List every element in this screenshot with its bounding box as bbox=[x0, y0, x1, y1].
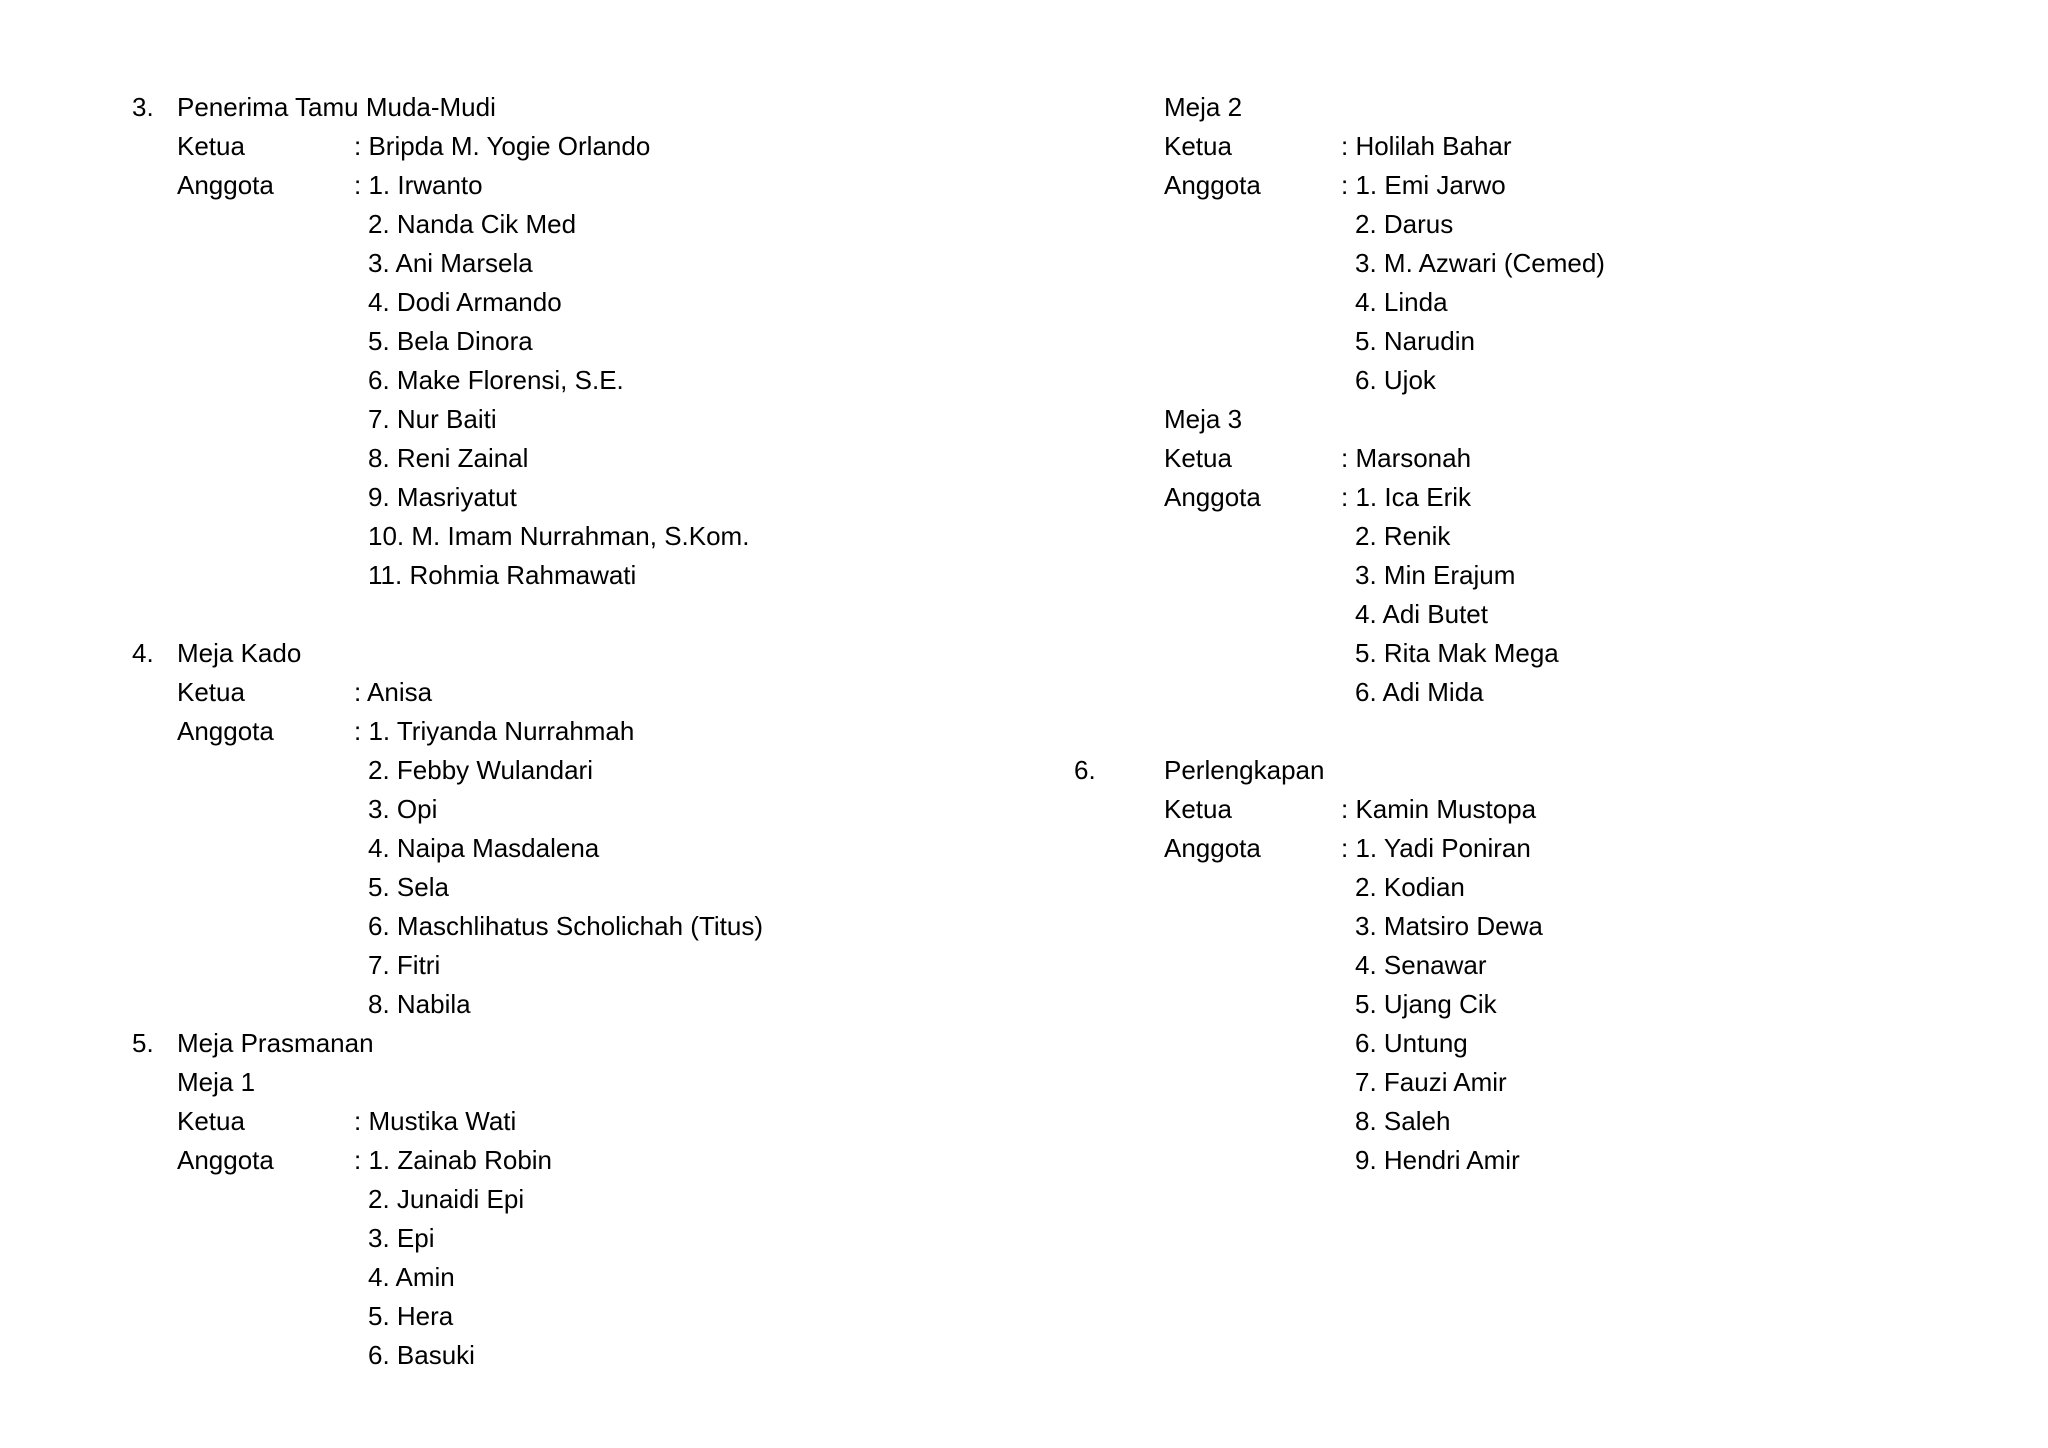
member-name: 7. Nur Baiti bbox=[368, 404, 497, 434]
anggota-row bbox=[132, 712, 1032, 751]
anggota-first-member: : 1. Irwanto bbox=[354, 170, 483, 200]
member-item bbox=[1119, 634, 2019, 673]
section-number: 5. bbox=[132, 1028, 154, 1058]
ketua-label: Ketua bbox=[177, 1106, 245, 1136]
ketua-row bbox=[1119, 439, 2019, 478]
anggota-label: Anggota bbox=[177, 1145, 274, 1175]
anggota-first-member: : 1. Yadi Poniran bbox=[1341, 833, 1531, 863]
member-name: 2. Renik bbox=[1355, 521, 1451, 551]
anggota-label: Anggota bbox=[1164, 482, 1261, 512]
member-item bbox=[132, 322, 1032, 361]
spacer bbox=[1119, 712, 2019, 751]
meja-title: Meja 3 bbox=[1164, 404, 1243, 434]
member-item bbox=[132, 1336, 1032, 1375]
member-name: 6. Maschlihatus Scholichah (Titus) bbox=[368, 911, 763, 941]
member-item bbox=[1119, 907, 2019, 946]
section-title: Penerima Tamu Muda-Mudi bbox=[177, 92, 496, 122]
member-item bbox=[132, 556, 1032, 595]
member-name: 8. Saleh bbox=[1355, 1106, 1451, 1136]
section-number: 6. bbox=[1074, 755, 1096, 785]
member-item bbox=[1119, 556, 2019, 595]
member-item bbox=[132, 946, 1032, 985]
meja-1-heading bbox=[132, 1063, 1032, 1102]
ketua-row bbox=[132, 1102, 1032, 1141]
member-item bbox=[132, 283, 1032, 322]
section-5-heading bbox=[132, 1024, 1032, 1063]
ketua-label: Ketua bbox=[177, 131, 245, 161]
member-name: 5. Rita Mak Mega bbox=[1355, 638, 1559, 668]
member-name: 10. M. Imam Nurrahman, S.Kom. bbox=[368, 521, 750, 551]
member-name: 2. Kodian bbox=[1355, 872, 1465, 902]
ketua-label: Ketua bbox=[177, 677, 245, 707]
member-name: 4. Amin bbox=[368, 1262, 455, 1292]
section-4-heading bbox=[132, 634, 1032, 673]
member-name: 9. Masriyatut bbox=[368, 482, 517, 512]
ketua-label: Ketua bbox=[1164, 131, 1232, 161]
section-3-heading bbox=[132, 88, 1032, 127]
member-item bbox=[1119, 985, 2019, 1024]
member-item bbox=[132, 1219, 1032, 1258]
ketua-value: : Mustika Wati bbox=[354, 1106, 517, 1136]
section-6-heading bbox=[1074, 751, 2019, 790]
member-name: 5. Hera bbox=[368, 1301, 454, 1331]
member-name: 2. Darus bbox=[1355, 209, 1454, 239]
member-item bbox=[132, 439, 1032, 478]
member-name: 7. Fauzi Amir bbox=[1355, 1067, 1507, 1097]
member-item bbox=[132, 400, 1032, 439]
member-item bbox=[1119, 1141, 2019, 1180]
ketua-value: : Holilah Bahar bbox=[1341, 131, 1512, 161]
member-item bbox=[1119, 595, 2019, 634]
member-name: 4. Adi Butet bbox=[1355, 599, 1488, 629]
member-item bbox=[1119, 244, 2019, 283]
member-item bbox=[1119, 673, 2019, 712]
member-item bbox=[132, 244, 1032, 283]
member-name: 4. Senawar bbox=[1355, 950, 1487, 980]
ketua-row bbox=[1119, 127, 2019, 166]
member-name: 9. Hendri Amir bbox=[1355, 1145, 1520, 1175]
meja-3-heading bbox=[1119, 400, 2019, 439]
section-title: Perlengkapan bbox=[1164, 755, 1325, 785]
member-item bbox=[132, 1258, 1032, 1297]
ketua-row bbox=[132, 127, 1032, 166]
member-name: 6. Basuki bbox=[368, 1340, 475, 1370]
member-item bbox=[132, 907, 1032, 946]
member-item bbox=[132, 751, 1032, 790]
anggota-first-member: : 1. Emi Jarwo bbox=[1341, 170, 1506, 200]
member-item bbox=[1119, 1102, 2019, 1141]
ketua-value: : Kamin Mustopa bbox=[1341, 794, 1537, 824]
ketua-row bbox=[132, 673, 1032, 712]
section-number: 3. bbox=[132, 92, 154, 122]
member-name: 6. Ujok bbox=[1355, 365, 1436, 395]
ketua-row bbox=[1119, 790, 2019, 829]
member-item bbox=[1119, 868, 2019, 907]
member-item bbox=[1119, 361, 2019, 400]
member-item bbox=[1119, 946, 2019, 985]
anggota-row bbox=[132, 1141, 1032, 1180]
section-title: Meja Prasmanan bbox=[177, 1028, 374, 1058]
member-item bbox=[132, 1297, 1032, 1336]
spacer bbox=[132, 595, 1032, 634]
member-name: 6. Untung bbox=[1355, 1028, 1468, 1058]
member-item bbox=[132, 985, 1032, 1024]
member-name: 5. Ujang Cik bbox=[1355, 989, 1497, 1019]
member-name: 4. Dodi Armando bbox=[368, 287, 562, 317]
member-item bbox=[132, 205, 1032, 244]
anggota-row bbox=[1119, 829, 2019, 868]
member-name: 3. M. Azwari (Cemed) bbox=[1355, 248, 1605, 278]
anggota-label: Anggota bbox=[1164, 833, 1261, 863]
member-name: 11. Rohmia Rahmawati bbox=[368, 560, 637, 590]
ketua-label: Ketua bbox=[1164, 794, 1232, 824]
meja-2-heading bbox=[1119, 88, 2019, 127]
member-item bbox=[132, 361, 1032, 400]
member-item bbox=[1119, 1024, 2019, 1063]
anggota-label: Anggota bbox=[177, 716, 274, 746]
member-name: 5. Narudin bbox=[1355, 326, 1475, 356]
meja-title: Meja 1 bbox=[177, 1067, 256, 1097]
anggota-label: Anggota bbox=[177, 170, 274, 200]
ketua-value: : Marsonah bbox=[1341, 443, 1472, 473]
member-name: 3. Min Erajum bbox=[1355, 560, 1516, 590]
member-name: 3. Matsiro Dewa bbox=[1355, 911, 1543, 941]
anggota-first-member: : 1. Triyanda Nurrahmah bbox=[354, 716, 635, 746]
member-item bbox=[1119, 322, 2019, 361]
anggota-row bbox=[1119, 478, 2019, 517]
member-item bbox=[132, 517, 1032, 556]
member-item bbox=[132, 1180, 1032, 1219]
ketua-label: Ketua bbox=[1164, 443, 1232, 473]
member-item bbox=[132, 790, 1032, 829]
member-item bbox=[1119, 517, 2019, 556]
section-number: 4. bbox=[132, 638, 154, 668]
member-item bbox=[132, 868, 1032, 907]
member-item bbox=[1119, 283, 2019, 322]
member-name: 2. Febby Wulandari bbox=[368, 755, 593, 785]
member-item bbox=[1119, 1063, 2019, 1102]
meja-title: Meja 2 bbox=[1164, 92, 1243, 122]
anggota-first-member: : 1. Zainab Robin bbox=[354, 1145, 553, 1175]
member-item bbox=[1119, 205, 2019, 244]
member-name: 4. Naipa Masdalena bbox=[368, 833, 600, 863]
right-column bbox=[1074, 88, 2019, 1180]
ketua-value: : Anisa bbox=[354, 677, 433, 707]
member-name: 3. Epi bbox=[368, 1223, 435, 1253]
member-name: 6. Adi Mida bbox=[1355, 677, 1484, 707]
section-title: Meja Kado bbox=[177, 638, 302, 668]
member-name: 3. Opi bbox=[368, 794, 438, 824]
member-name: 5. Bela Dinora bbox=[368, 326, 533, 356]
member-name: 7. Fitri bbox=[368, 950, 441, 980]
member-name: 2. Junaidi Epi bbox=[368, 1184, 525, 1214]
member-item bbox=[132, 478, 1032, 517]
left-column bbox=[132, 88, 1032, 1375]
anggota-row bbox=[132, 166, 1032, 205]
member-name: 8. Nabila bbox=[368, 989, 471, 1019]
member-name: 6. Make Florensi, S.E. bbox=[368, 365, 624, 395]
anggota-label: Anggota bbox=[1164, 170, 1261, 200]
member-name: 5. Sela bbox=[368, 872, 449, 902]
anggota-first-member: : 1. Ica Erik bbox=[1341, 482, 1472, 512]
member-name: 8. Reni Zainal bbox=[368, 443, 529, 473]
member-name: 2. Nanda Cik Med bbox=[368, 209, 577, 239]
member-name: 3. Ani Marsela bbox=[368, 248, 533, 278]
anggota-row bbox=[1119, 166, 2019, 205]
member-item bbox=[132, 829, 1032, 868]
ketua-value: : Bripda M. Yogie Orlando bbox=[354, 131, 651, 161]
member-name: 4. Linda bbox=[1355, 287, 1448, 317]
